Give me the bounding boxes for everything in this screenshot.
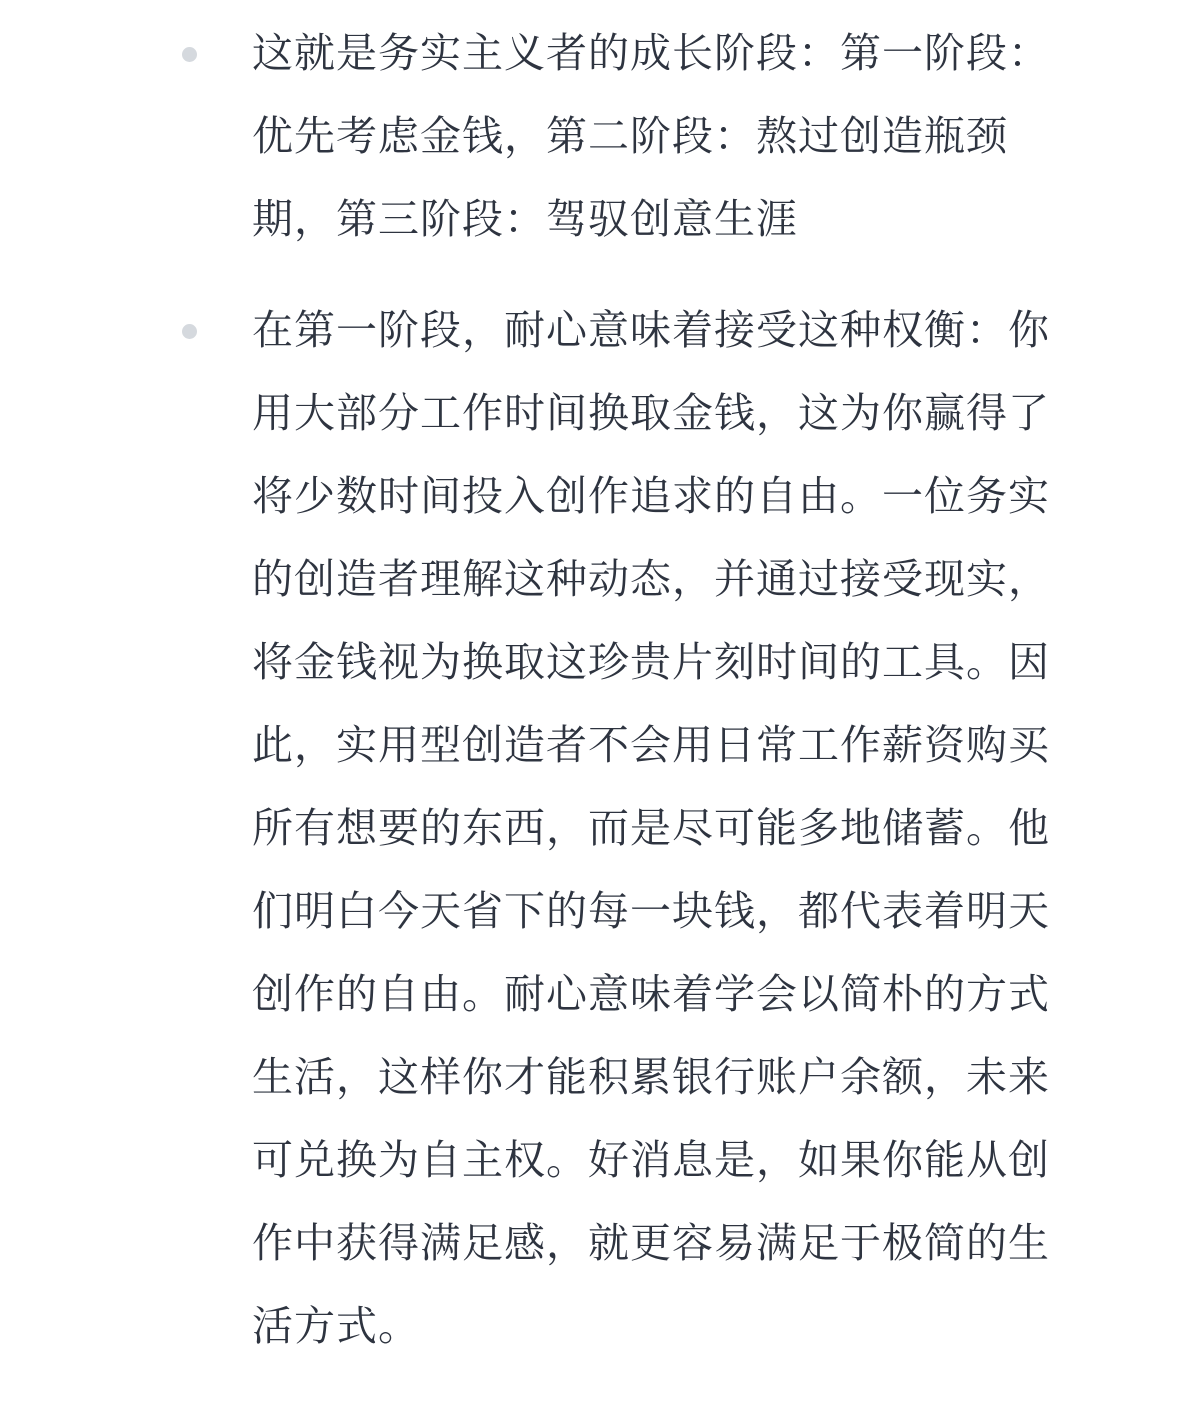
list-item-text: 这就是务实主义者的成长阶段：第一阶段：优先考虑金钱，第二阶段：熬过创造瓶颈期，第三阶段：驾驭创意生涯 [252, 29, 1050, 243]
list-item-text: 在第一阶段，耐心意味着接受这种权衡：你用大部分工作时间换取金钱，这为你赢得了将少数时间投入创作追求的自由。一位务实的创造者理解这种动态，并通过接受现实，将金钱视为换取这珍贵片刻时间的工具。因此，实用型创造者不会用日常工作薪资购买所有想要的东西，而是尽可能多地储蓄。他们明白今天省下的每一块钱，都代表着明天创作的自由。耐心意味着学会以简朴的方式生活，这样你才能积累银行账户余额，未来可兑换为自主权。好消息是，如果你能从创作中获得满足感，就更容易满足于极简的生活方式。 [252, 306, 1050, 1350]
bullet-dot-icon [182, 47, 197, 62]
bullet-dot-icon [182, 324, 197, 339]
bullet-list [0, 12, 1179, 1368]
list-item [0, 12, 1087, 261]
list-item [0, 289, 1087, 1368]
